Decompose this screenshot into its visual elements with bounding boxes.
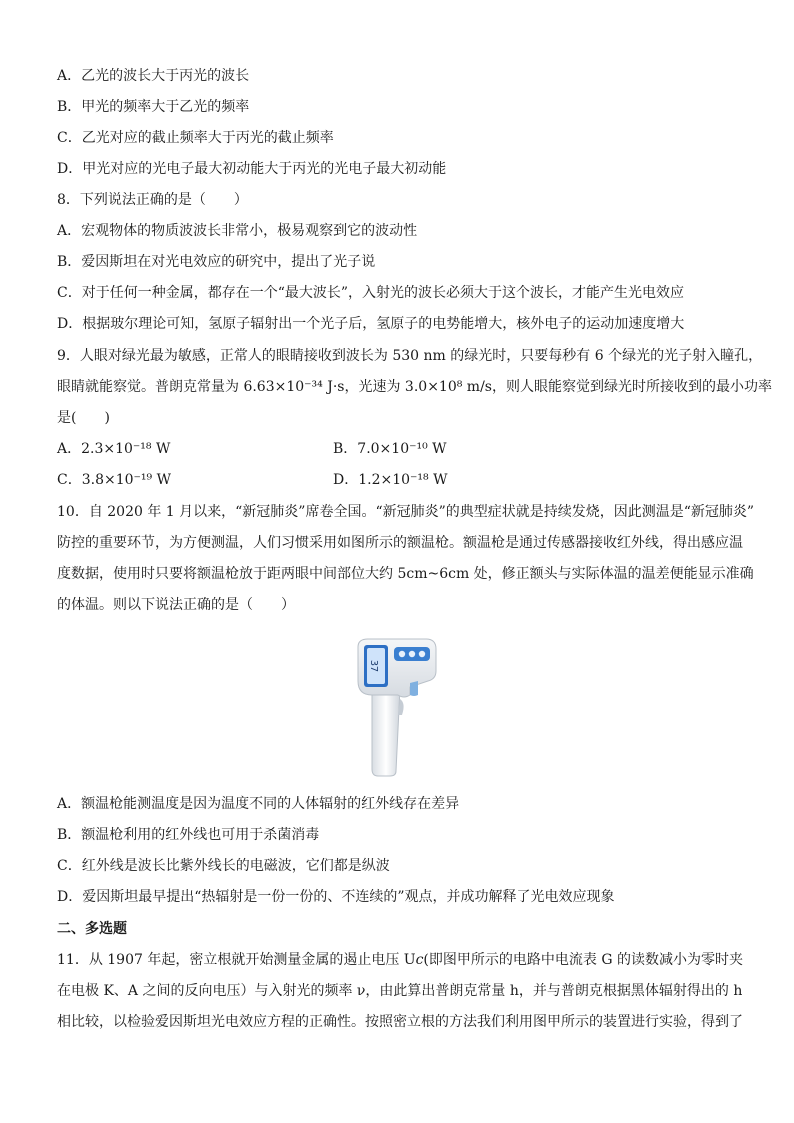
q9-stem-line-3: 是( )	[57, 410, 110, 426]
q9-option-a: A．2.3×10⁻¹⁸ W	[57, 441, 171, 457]
q9-option-c: C．3.8×10⁻¹⁹ W	[57, 472, 171, 488]
q10-option-a: A．额温枪能测温度是因为温度不同的人体辐射的红外线存在差异	[57, 796, 460, 812]
q7-option-a: A．乙光的波长大于丙光的波长	[57, 68, 250, 84]
q11-stem-line-2: 在电极 K、A 之间的反向电压）与入射光的频率 ν，由此算出普朗克常量 h，并与普朗克根据黑体辐射得出的 h	[57, 983, 743, 999]
q10-option-b: B．额温枪利用的红外线也可用于杀菌消毒	[57, 827, 320, 843]
q8-stem: 8．下列说法正确的是（ ）	[57, 192, 248, 208]
q10-option-c: C．红外线是波长比紫外线长的电磁波，它们都是纵波	[57, 858, 390, 874]
q8-option-c: C．对于任何一种金属，都存在一个“最大波长”，入射光的波长必须大于这个波长，才能产生光电效应	[57, 285, 685, 301]
q9-stem-line-1: 9．人眼对绿光最为敏感，正常人的眼睛接收到波长为 530 nm 的绿光时，只要每秒有 6 个绿光的光子射入瞳孔，	[57, 348, 763, 364]
q10-stem-line-3: 度数据，使用时只要将额温枪放于距两眼中间部位大约 5cm~6cm 处，修正额头与实际体温的温差便能显示准确	[57, 566, 754, 582]
q9-option-b: B．7.0×10⁻¹⁰ W	[333, 441, 447, 457]
thermometer-display-reading: 37	[368, 659, 379, 673]
q8-option-b: B．爱因斯坦在对光电效应的研究中，提出了光子说	[57, 254, 376, 270]
q10-option-d: D．爱因斯坦最早提出“热辐射是一份一份的、不连续的”观点，并成功解释了光电效应现象	[57, 889, 615, 905]
q11-stem-line-3: 相比较，以检验爱因斯坦光电效应方程的正确性。按照密立根的方法我们利用图甲所示的装置进行实验，得到了	[57, 1014, 743, 1030]
infrared-thermometer-image	[352, 633, 442, 778]
q7-option-c: C．乙光对应的截止频率大于丙光的截止频率	[57, 130, 334, 146]
q8-option-d: D．根据玻尔理论可知，氢原子辐射出一个光子后，氢原子的电势能增大，核外电子的运动加速度增大	[57, 316, 685, 332]
q10-stem-line-4: 的体温。则以下说法正确的是（ ）	[57, 597, 295, 613]
section-heading-multiple-choice: 二、多选题	[57, 921, 127, 937]
q9-stem-line-2: 眼睛就能察觉。普朗克常量为 6.63×10⁻³⁴ J·s，光速为 3.0×10⁸ m/s，则人眼能察觉到绿光时所接收到的最小功率	[57, 379, 772, 395]
q10-stem-line-2: 防控的重要环节，为方便测温，人们习惯采用如图所示的额温枪。额温枪是通过传感器接收红外线，得出感应温	[57, 535, 743, 551]
q10-stem-line-1: 10．自 2020 年 1 月以来，“新冠肺炎”席卷全国。“新冠肺炎”的典型症状就是持续发烧，因此测温是“新冠肺炎”	[57, 504, 755, 520]
q8-option-a: A．宏观物体的物质波波长非常小，极易观察到它的波动性	[57, 223, 418, 239]
q11-stem-line-1: 11．从 1907 年起，密立根就开始测量金属的遏止电压 U𝑐(即图甲所示的电路中电流表 G 的读数减小为零时夹	[57, 952, 743, 968]
q7-option-b: B．甲光的频率大于乙光的频率	[57, 99, 250, 115]
q9-option-d: D．1.2×10⁻¹⁸ W	[333, 472, 448, 488]
q7-option-d: D．甲光对应的光电子最大初动能大于丙光的光电子最大初动能	[57, 161, 447, 177]
